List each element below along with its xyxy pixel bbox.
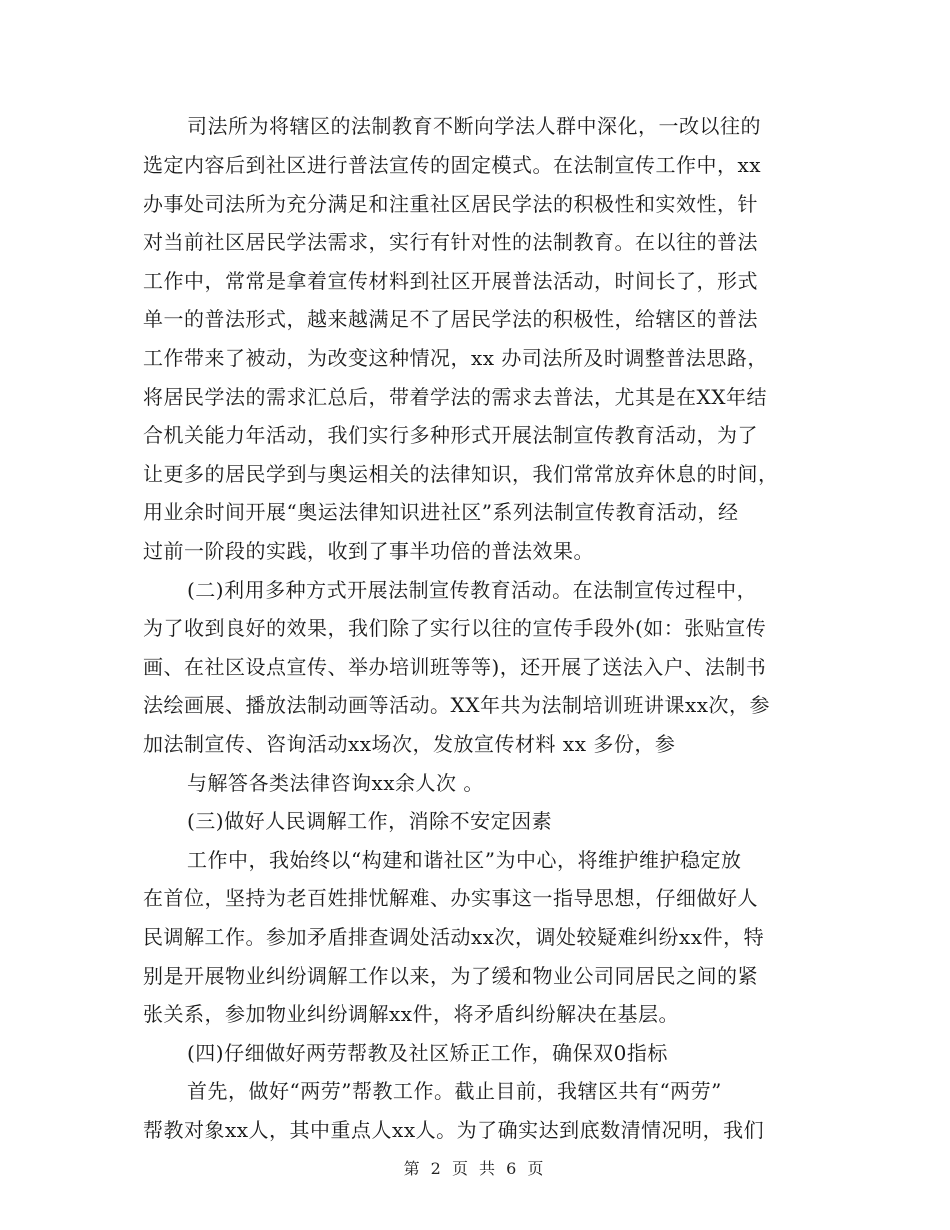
page-number-footer: 第 2 页 共 6 页 [403, 1159, 547, 1178]
paragraph-line: 为了收到良好的效果，我们除了实行以往的宣传手段外(如：张贴宣传 [143, 616, 767, 640]
paragraph-line: 首先，做好“两劳”帮教工作。截止目前，我辖区共有“两劳” [187, 1079, 722, 1103]
paragraph-line: 张关系，参加物业纠纷调解xx件，将矛盾纠纷解决在基层。 [143, 1002, 680, 1026]
paragraph-line: 工作中，常常是拿着宣传材料到社区开展普法活动，时间长了，形式 [143, 269, 758, 293]
paragraph-line: 工作中，我始终以“构建和谐社区”为中心，将维护维护稳定放 [187, 848, 742, 872]
paragraph-line: 过前一阶段的实践，收到了事半功倍的普法效果。 [143, 539, 594, 563]
section-heading-line: (四)仔细做好两劳帮教及社区矫正工作，确保双0指标 [187, 1041, 668, 1065]
paragraph-line: 让更多的居民学到与奥运相关的法律知识，我们常常放弃休息的时间， [143, 462, 779, 486]
paragraph-line: 用业余时间开展“奥运法律知识进社区”系列法制宣传教育活动，经 [143, 500, 739, 524]
paragraph-line: 在首位，坚持为老百姓排忧解难、办实事这一指导思想，仔细做好人 [143, 886, 758, 910]
paragraph-line: 单一的普法形式，越来越满足不了居民学法的积极性，给辖区的普法 [143, 307, 758, 331]
paragraph-line: 合机关能力年活动，我们实行多种形式开展法制宣传教育活动，为了 [143, 423, 758, 447]
paragraph-line: 别是开展物业纠纷调解工作以来，为了缓和物业公司同居民之间的紧 [143, 964, 758, 988]
section-heading-line: (三)做好人民调解工作，消除不安定因素 [187, 809, 553, 833]
paragraph-line: 与解答各类法律咨询xx余人次 。 [187, 771, 484, 795]
paragraph-line: 加法制宣传、咨询活动xx场次，发放宣传材料 xx 多份，参 [143, 732, 676, 756]
paragraph-line: 工作带来了被动，为改变这种情况，xx 办司法所及时调整普法思路， [143, 346, 768, 370]
paragraph-line: 将居民学法的需求汇总后，带着学法的需求去普法，尤其是在XX年结 [143, 385, 767, 409]
paragraph-line: 司法所为将辖区的法制教育不断向学法人群中深化，一改以往的 [187, 114, 761, 138]
paragraph-line: 选定内容后到社区进行普法宣传的固定模式。在法制宣传工作中，xx [143, 153, 762, 177]
paragraph-line: 办事处司法所为充分满足和注重社区居民学法的积极性和实效性，针 [143, 192, 758, 216]
paragraph-line: 民调解工作。参加矛盾排查调处活动xx次，调处较疑难纠纷xx件，特 [143, 925, 765, 949]
paragraph-line: 对当前社区居民学法需求，实行有针对性的法制教育。在以往的普法 [143, 230, 758, 254]
section-heading-line: (二)利用多种方式开展法制宣传教育活动。在法制宣传过程中， [187, 578, 758, 602]
paragraph-line: 帮教对象xx人，其中重点人xx人。为了确实达到底数清情况明，我们 [143, 1118, 765, 1142]
paragraph-line: 法绘画展、播放法制动画等活动。XX年共为法制培训班讲课xx次，参 [143, 693, 771, 717]
paragraph-line: 画、在社区设点宣传、举办培训班等等)，还开展了送法入户、法制书 [143, 655, 767, 679]
